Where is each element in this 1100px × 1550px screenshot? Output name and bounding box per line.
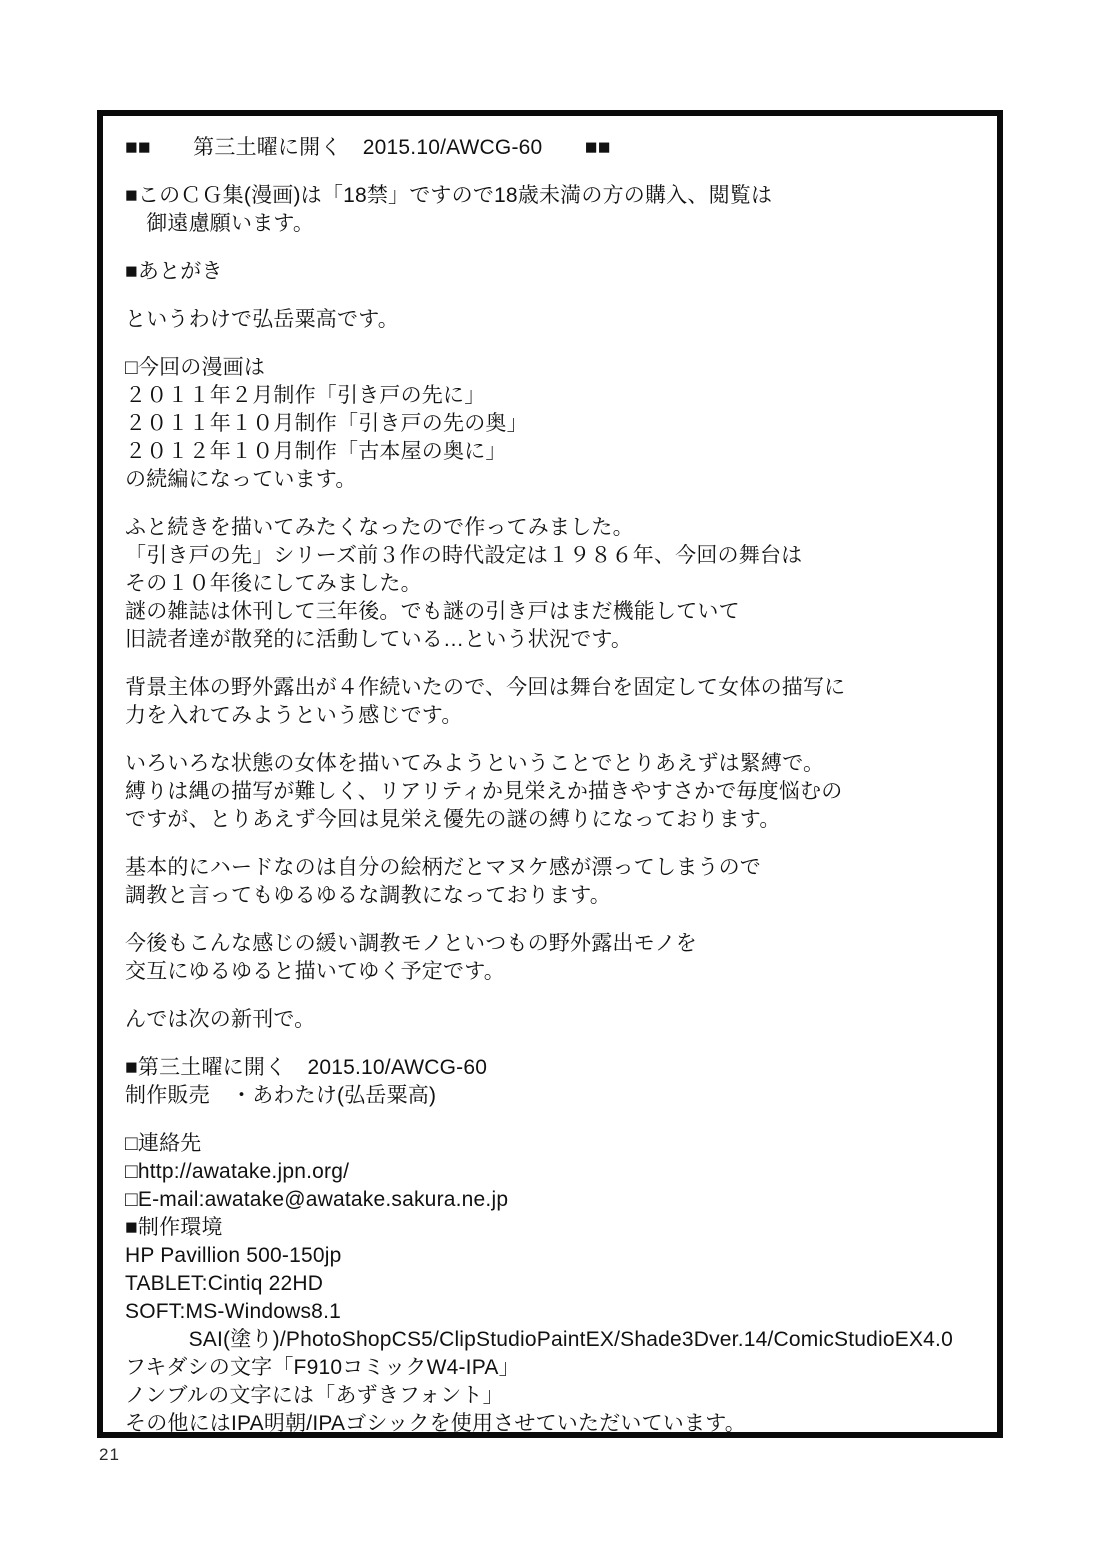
- blank-line: [125, 334, 983, 354]
- text-line: 御遠慮願います。: [125, 212, 315, 235]
- text-line: ２０１２年１０月制作「古本屋の奥に」: [125, 440, 507, 463]
- text-line: 今後もこんな感じの緩い調教モノといつもの野外露出モノを: [125, 932, 697, 955]
- text-line: んでは次の新刊で。: [125, 1008, 316, 1031]
- text-line: 縛りは縄の描写が難しく、リアリティか見栄えか描きやすさかで毎度悩むの: [125, 780, 843, 803]
- text-line: □今回の漫画は: [125, 356, 266, 379]
- blank-line: [125, 986, 983, 1006]
- text-line: 力を入れてみようという感じです。: [125, 704, 463, 727]
- text-line: TABLET:Cintiq 22HD: [125, 1272, 324, 1295]
- text-line: 謎の雑誌は休刊して三年後。でも謎の引き戸はまだ機能していて: [125, 600, 740, 623]
- text-line: ２０１１年１０月制作「引き戸の先の奥」: [125, 412, 528, 435]
- text-line: 旧読者達が散発的に活動している…という状況です。: [125, 628, 633, 651]
- blank-line: [125, 494, 983, 514]
- text-line: SOFT:MS-Windows8.1: [125, 1300, 341, 1323]
- text-line: ■あとがき: [125, 260, 223, 283]
- text-line: □連絡先: [125, 1132, 202, 1155]
- text-line: 基本的にハードなのは自分の絵柄だとマヌケ感が漂ってしまうので: [125, 856, 761, 879]
- text-line: □E-mail:awatake@awatake.sakura.ne.jp: [125, 1188, 509, 1211]
- blank-line: [125, 238, 983, 258]
- text-line: 背景主体の野外露出が４作続いたので、今回は舞台を固定して女体の描写に: [125, 676, 846, 699]
- text-line: その他にはIPA明朝/IPAゴシックを使用させていただいています。: [125, 1412, 746, 1435]
- blank-line: [125, 730, 983, 750]
- text-line: 交互にゆるゆると描いてゆく予定です。: [125, 960, 505, 983]
- text-line: □http://awatake.jpn.org/: [125, 1160, 350, 1183]
- page-border-frame: [97, 110, 1003, 1438]
- blank-line: [125, 654, 983, 674]
- text-line: ふと続きを描いてみたくなったので作ってみました。: [125, 516, 634, 539]
- text-line: ■このＣＧ集(漫画)は「18禁」ですので18歳未満の方の購入、閲覧は: [125, 184, 773, 207]
- text-line: ノンブルの文字には「あずきフォント」: [125, 1384, 504, 1407]
- text-line: いろいろな状態の女体を描いてみようということでとりあえずは緊縛で。: [125, 752, 825, 775]
- text-line: ■制作環境: [125, 1216, 223, 1239]
- blank-line: [125, 1034, 983, 1054]
- text-line: 制作販売 ・あわたけ(弘岳粟高): [125, 1084, 437, 1107]
- text-line: ですが、とりあえず今回は見栄え優先の謎の縛りになっております。: [125, 808, 781, 831]
- text-line: その１０年後にしてみました。: [125, 572, 422, 595]
- text-line: フキダシの文字「F910コミックW4-IPA」: [125, 1356, 520, 1379]
- blank-line: [125, 834, 983, 854]
- text-line: ■■ 第三土曜に開く 2015.10/AWCG-60 ■■: [125, 136, 611, 159]
- text-line: SAI(塗り)/PhotoShopCS5/ClipStudioPaintEX/Shade3Dver.14/ComicStudioEX4.0: [125, 1328, 953, 1351]
- blank-line: [125, 1110, 983, 1130]
- blank-line: [125, 910, 983, 930]
- text-line: 「引き戸の先」シリーズ前３作の時代設定は１９８６年、今回の舞台は: [125, 544, 803, 567]
- text-line: というわけで弘岳粟高です。: [125, 308, 399, 331]
- text-line: の続編になっています。: [125, 468, 357, 491]
- blank-line: [125, 162, 983, 182]
- text-line: ２０１１年２月制作「引き戸の先に」: [125, 384, 486, 407]
- document-lines: [125, 134, 983, 1438]
- text-line: HP Pavillion 500-150jp: [125, 1244, 342, 1267]
- text-line: ■第三土曜に開く 2015.10/AWCG-60: [125, 1056, 488, 1079]
- text-line: 調教と言ってもゆるゆるな調教になっております。: [125, 884, 611, 907]
- blank-line: [125, 286, 983, 306]
- page-number: 21: [99, 1445, 120, 1464]
